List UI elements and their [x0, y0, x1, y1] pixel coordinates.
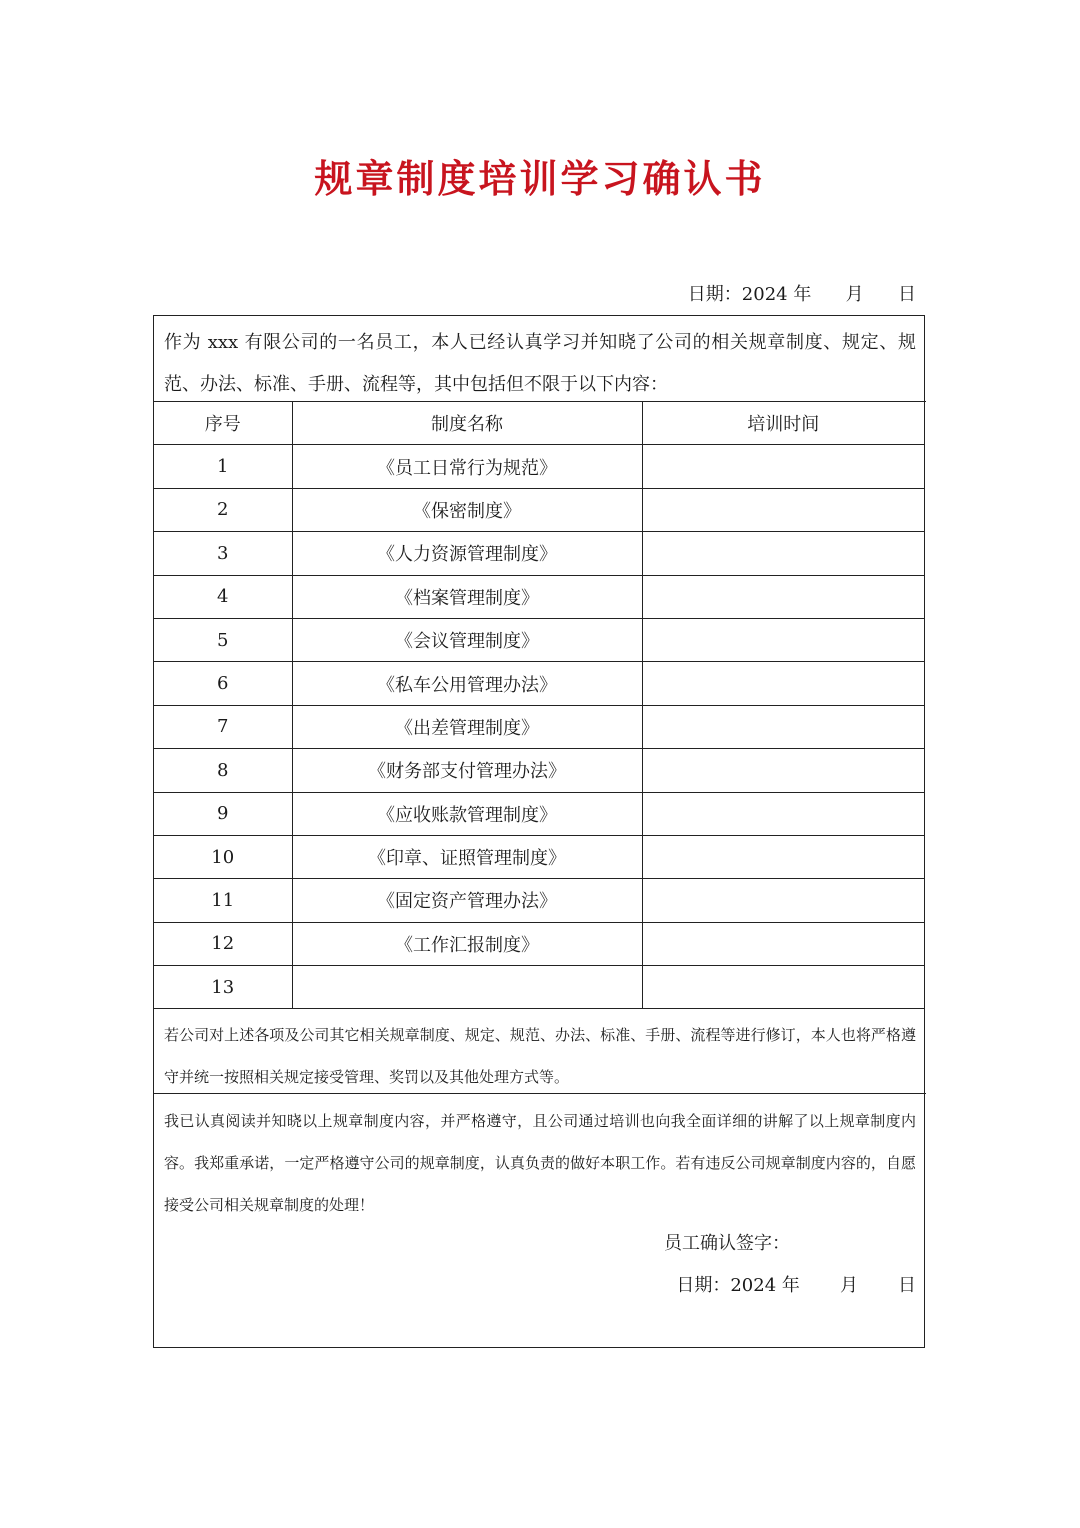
table-row	[154, 835, 924, 878]
table-row	[154, 532, 924, 575]
row-training-time[interactable]	[642, 792, 924, 835]
date-line-bottom: 日期：2024 年 月 日	[676, 1275, 916, 1296]
table-row	[154, 662, 924, 705]
row-regulation-name: 《应收账款管理制度》	[292, 792, 642, 835]
row-regulation-name: 《档案管理制度》	[292, 575, 642, 618]
header-training-time: 培训时间	[642, 402, 924, 445]
row-training-time[interactable]	[642, 879, 924, 922]
row-number: 7	[154, 705, 292, 748]
row-regulation-name: 《保密制度》	[292, 488, 642, 531]
row-number: 12	[154, 922, 292, 965]
row-number: 10	[154, 835, 292, 878]
table-row	[154, 922, 924, 965]
row-training-time[interactable]	[642, 705, 924, 748]
row-number: 3	[154, 532, 292, 575]
row-number: 2	[154, 488, 292, 531]
table-row	[154, 879, 924, 922]
row-regulation-name: 《固定资产管理办法》	[292, 879, 642, 922]
row-regulation-name: 《人力资源管理制度》	[292, 532, 642, 575]
row-number: 6	[154, 662, 292, 705]
date-line-top: 日期：2024 年 月 日	[687, 284, 916, 305]
row-training-time[interactable]	[642, 445, 924, 488]
row-regulation-name: 《出差管理制度》	[292, 705, 642, 748]
table-row	[154, 749, 924, 792]
row-training-time[interactable]	[642, 575, 924, 618]
table-row	[154, 618, 924, 661]
row-training-time[interactable]	[642, 488, 924, 531]
table-header-row	[154, 402, 924, 445]
row-number: 13	[154, 966, 292, 1009]
row-regulation-name: 《会议管理制度》	[292, 618, 642, 661]
row-training-time[interactable]	[642, 966, 924, 1009]
regulations-table	[154, 402, 924, 1009]
row-training-time[interactable]	[642, 835, 924, 878]
table-row	[154, 966, 924, 1009]
row-number: 9	[154, 792, 292, 835]
row-number: 4	[154, 575, 292, 618]
row-number: 1	[154, 445, 292, 488]
row-training-time[interactable]	[642, 662, 924, 705]
signature-label: 员工确认签字：	[664, 1233, 790, 1254]
row-regulation-name: 《工作汇报制度》	[292, 922, 642, 965]
table-row	[154, 488, 924, 531]
row-regulation-name: 《印章、证照管理制度》	[292, 835, 642, 878]
row-regulation-name	[292, 966, 642, 1009]
intro-paragraph: 作为 xxx 有限公司的一名员工，本人已经认真学习并知晓了公司的相关规章制度、规定、规范、办法、标准、手册、流程等，其中包括但不限于以下内容：	[154, 316, 926, 402]
row-regulation-name: 《员工日常行为规范》	[292, 445, 642, 488]
revision-note: 若公司对上述各项及公司其它相关规章制度、规定、规范、办法、标准、手册、流程等进行修订，本人也将严格遵守并统一按照相关规定接受管理、奖罚以及其他处理方式等。	[154, 1008, 926, 1094]
table-row	[154, 445, 924, 488]
header-number: 序号	[154, 402, 292, 445]
header-regulation-name: 制度名称	[292, 402, 642, 445]
table-row	[154, 705, 924, 748]
row-training-time[interactable]	[642, 532, 924, 575]
row-training-time[interactable]	[642, 618, 924, 661]
row-number: 8	[154, 749, 292, 792]
document-title: 规章制度培训学习确认书	[314, 157, 766, 201]
table-row	[154, 792, 924, 835]
confirmation-form	[153, 315, 925, 1348]
row-training-time[interactable]	[642, 749, 924, 792]
table-row	[154, 575, 924, 618]
row-regulation-name: 《私车公用管理办法》	[292, 662, 642, 705]
pledge-paragraph: 我已认真阅读并知晓以上规章制度内容，并严格遵守，且公司通过培训也向我全面详细的讲解了以上规章制度内容。我郑重承诺，一定严格遵守公司的规章制度，认真负责的做好本职工作。若有违反公司规章制度内容的，自愿接受公司相关规章制度的处理！	[164, 1112, 916, 1214]
row-number: 5	[154, 618, 292, 661]
row-number: 11	[154, 879, 292, 922]
row-regulation-name: 《财务部支付管理办法》	[292, 749, 642, 792]
row-training-time[interactable]	[642, 922, 924, 965]
